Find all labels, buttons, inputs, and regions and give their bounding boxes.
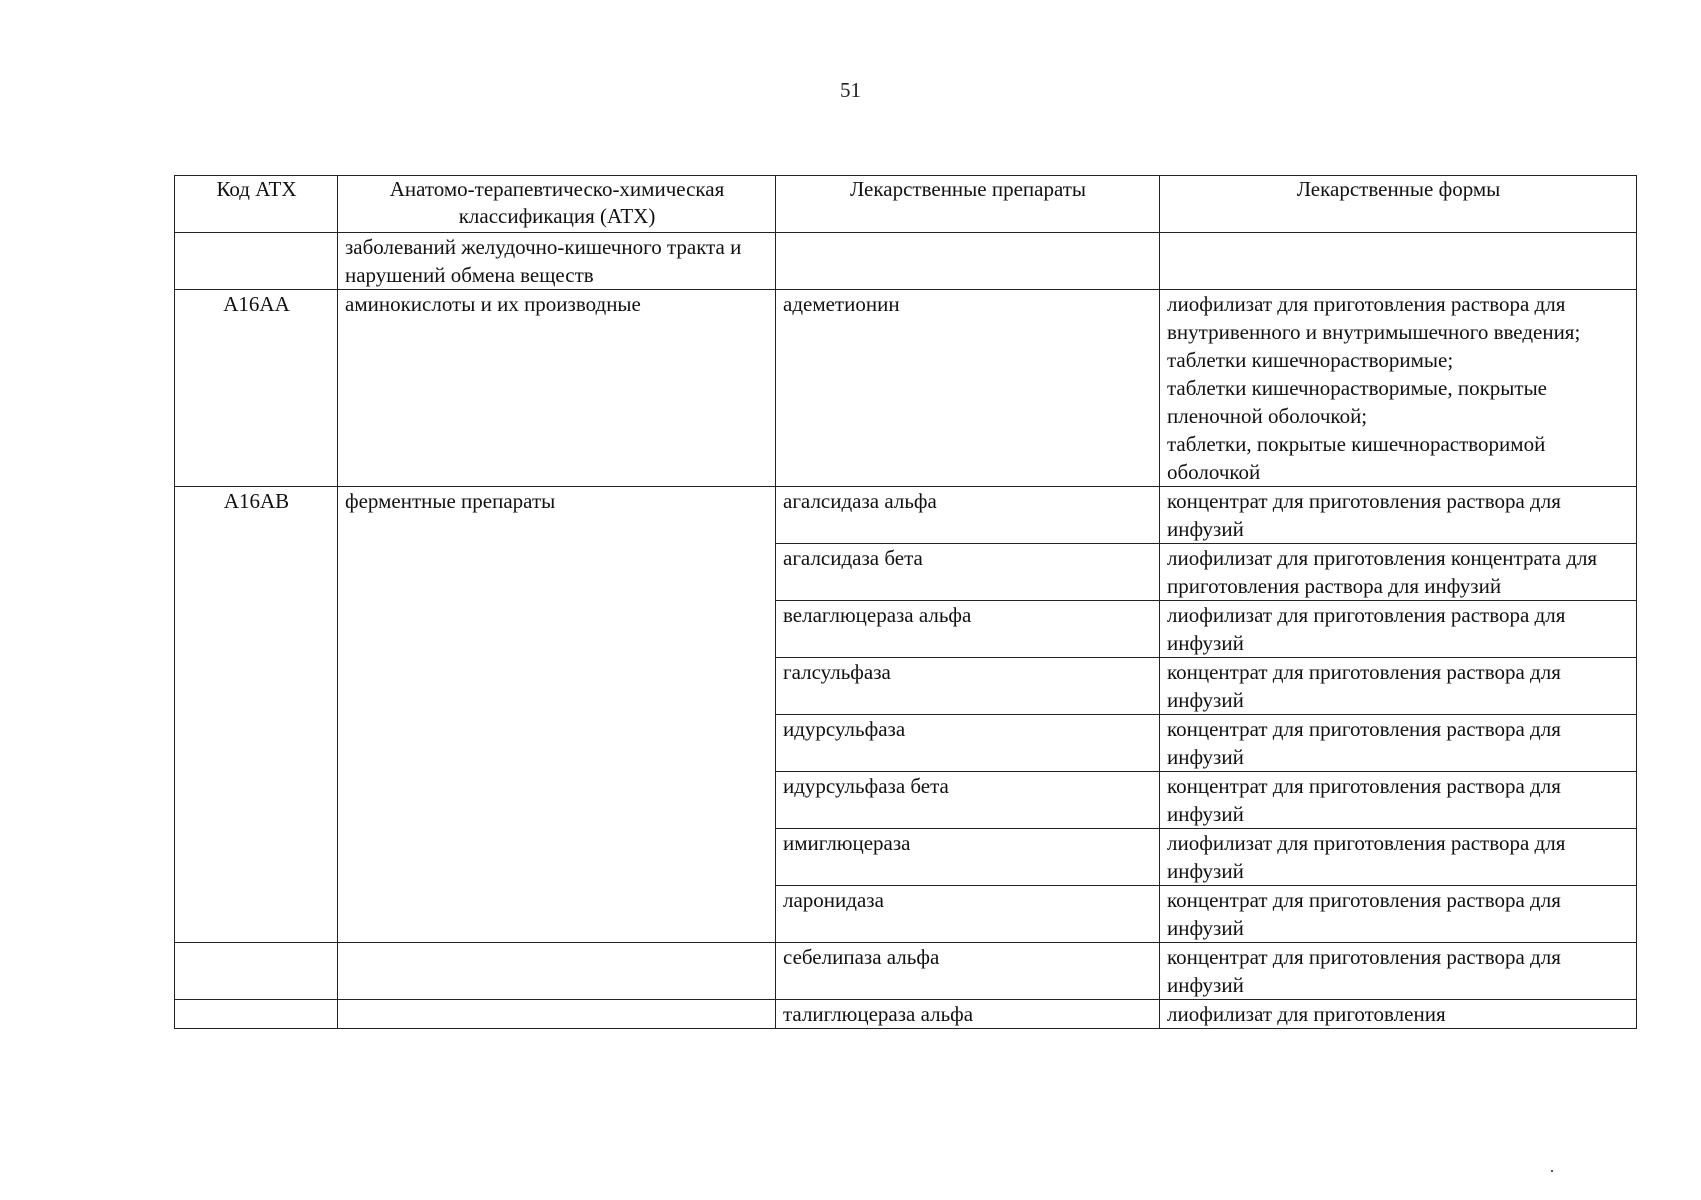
- form-line: таблетки кишечнорастворимые, покрытые пленочной оболочкой;: [1167, 376, 1547, 428]
- header-forms: Лекарственные формы: [1160, 176, 1637, 233]
- page-number: 51: [840, 78, 861, 102]
- forms-cell: [1160, 233, 1637, 290]
- drug-cell: [776, 233, 1160, 290]
- forms-cell: концентрат для приготовления раствора для инфузий: [1160, 715, 1637, 772]
- drug-cell: имиглюцераза: [776, 829, 1160, 886]
- forms-cell: лиофилизат для приготовления раствора для инфузий: [1160, 829, 1637, 886]
- code-cell: [175, 1000, 338, 1029]
- table-row: [175, 290, 1637, 487]
- header-drugs: Лекарственные препараты: [776, 176, 1160, 233]
- forms-cell: лиофилизат для приготовления: [1160, 1000, 1637, 1029]
- forms-cell: концентрат для приготовления раствора для инфузий: [1160, 772, 1637, 829]
- drug-cell: талиглюцераза альфа: [776, 1000, 1160, 1029]
- code-cell: A16AA: [175, 290, 338, 487]
- scan-speck: [1551, 1170, 1553, 1172]
- table-body: [175, 233, 1637, 1029]
- drug-cell: идурсульфаза: [776, 715, 1160, 772]
- forms-cell: концентрат для приготовления раствора для инфузий: [1160, 658, 1637, 715]
- table-row: [175, 943, 1637, 1000]
- forms-cell: лиофилизат для приготовления раствора для инфузий: [1160, 601, 1637, 658]
- drug-cell: адеметионин: [776, 290, 1160, 487]
- table-row: [175, 487, 1637, 544]
- form-line: таблетки кишечнорастворимые;: [1167, 348, 1454, 372]
- forms-cell: лиофилизат для приготовления концентрата для приготовления раствора для инфузий: [1160, 544, 1637, 601]
- classification-cell: аминокислоты и их производные: [338, 290, 776, 487]
- table-row: [175, 233, 1637, 290]
- header-row: [175, 176, 1637, 233]
- drug-cell: агалсидаза бета: [776, 544, 1160, 601]
- form-line: таблетки, покрытые кишечнорастворимой оболочкой: [1167, 432, 1546, 484]
- atx-table: [174, 175, 1637, 1029]
- forms-cell: концентрат для приготовления раствора для инфузий: [1160, 487, 1637, 544]
- table-row: [175, 1000, 1637, 1029]
- drug-cell: ларонидаза: [776, 886, 1160, 943]
- drug-cell: галсульфаза: [776, 658, 1160, 715]
- code-cell: [175, 943, 338, 1000]
- drug-cell: велаглюцераза альфа: [776, 601, 1160, 658]
- header-code: Код АТХ: [175, 176, 338, 233]
- classification-cell: ферментные препараты: [338, 487, 776, 943]
- classification-cell: [338, 1000, 776, 1029]
- drug-cell: агалсидаза альфа: [776, 487, 1160, 544]
- code-cell: A16AB: [175, 487, 338, 943]
- form-line: лиофилизат для приготовления раствора для внутривенного и внутримышечного введения;: [1167, 292, 1581, 344]
- code-cell: [175, 233, 338, 290]
- table-header: [175, 176, 1637, 233]
- drug-cell: идурсульфаза бета: [776, 772, 1160, 829]
- classification-cell: заболеваний желудочно-кишечного тракта и нарушений обмена веществ: [338, 233, 776, 290]
- forms-cell: концентрат для приготовления раствора для инфузий: [1160, 943, 1637, 1000]
- header-classification: Анатомо-терапевтическо-химическая классификация (АТХ): [338, 176, 776, 233]
- drug-cell: себелипаза альфа: [776, 943, 1160, 1000]
- classification-cell: [338, 943, 776, 1000]
- forms-cell: [1160, 290, 1637, 487]
- forms-cell: концентрат для приготовления раствора для инфузий: [1160, 886, 1637, 943]
